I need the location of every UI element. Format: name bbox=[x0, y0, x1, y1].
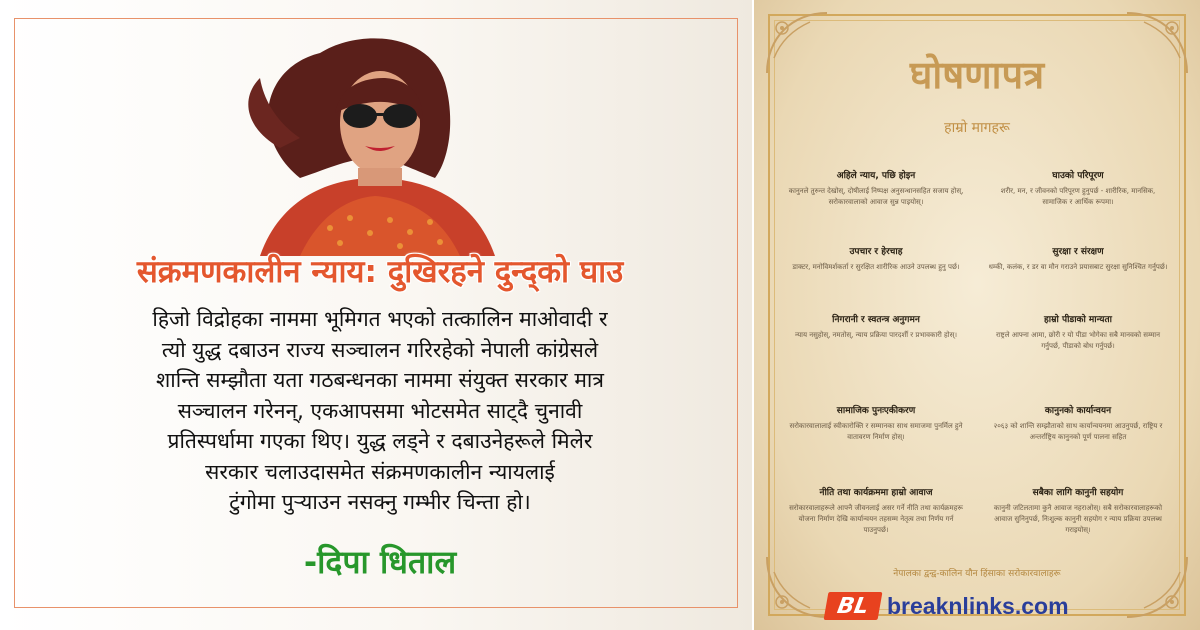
section-text: सरोकारवालाहरूले आफ्नै जीवनलाई असर गर्ने नीति तथा कार्यक्रमहरू योजना निर्माण देखि कार्यान्वयन तहसम्म नेतृत्व तथा निर्णय गर्न पाउनुपर्छ। bbox=[789, 504, 963, 534]
quote-line: टुंगोमा पुऱ्याउन नसक्नु गम्भीर चिन्ता हो। bbox=[229, 490, 531, 514]
brand-logo-icon: BL bbox=[824, 592, 883, 620]
manifesto-section bbox=[786, 168, 966, 208]
quote-text bbox=[60, 304, 700, 518]
quote-line: प्रतिस्पर्धामा गएका थिए। युद्ध लड्ने र दबाउनेहरूले मिलेर bbox=[167, 429, 593, 453]
quote-line: त्यो युद्ध दबाउन राज्य सञ्चालन गरिरहेको नेपाली कांग्रेसले bbox=[161, 337, 599, 362]
section-heading: सुरक्षा र संरक्षण bbox=[1052, 247, 1104, 257]
section-heading: हाम्रो पीडाको मान्यता bbox=[1044, 315, 1112, 325]
manifesto-section bbox=[988, 403, 1168, 443]
brand-link[interactable] bbox=[826, 590, 1069, 622]
section-text: न्याय नसुहोस्, नमतोस्, न्याय प्रक्रिया पारदर्शी र प्रभावकारी होस्। bbox=[795, 331, 957, 339]
manifesto-section bbox=[988, 244, 1168, 273]
quote-line: शान्ति सम्झौता यता गठबन्धनका नाममा संयुक्त सरकार मात्र bbox=[156, 368, 604, 392]
section-text: कानुनी जटिलतामा कुनै आवाज नहराओस्। सबै सरोकारवालाहरूको आवाज सुनिनुपर्छ, निःशुल्क कानुनी सहयोग र न्याय प्रक्रिया उपलब्ध गराइयोस्। bbox=[993, 504, 1163, 534]
section-text: कानुनले तुरुन्त देखोस्, दोषीलाई निष्पक्ष अनुसन्धानसहित सजाय होस्, सरोकारवालाको आवाज सुन्न पाइयोस्। bbox=[788, 187, 964, 206]
corner-ornament-icon bbox=[762, 552, 832, 622]
section-heading: सामाजिक पुनःएकीकरण bbox=[836, 406, 916, 416]
document-footer: नेपालका द्वन्द्व-कालिन यौन हिंसाका सरोकारवालाहरू bbox=[893, 569, 1061, 579]
author-name: -दिपा धिताल bbox=[303, 543, 457, 581]
manifesto-section bbox=[786, 403, 966, 443]
brand-name: breaknlinks.com bbox=[887, 592, 1069, 619]
manifesto-document bbox=[754, 0, 1200, 630]
section-heading: कानुनको कार्यान्वयन bbox=[1044, 406, 1112, 416]
manifesto-section bbox=[988, 312, 1168, 352]
section-heading: निगरानी र स्वतन्त्र अनुगमन bbox=[832, 315, 920, 325]
portrait-photo bbox=[240, 28, 510, 256]
document-subtitle: हाम्रो मागहरू bbox=[944, 120, 1010, 136]
manifesto-section bbox=[988, 485, 1168, 536]
headline: संक्रमणकालीन न्याय: दुखिरहने दुन्द्को घाउ bbox=[136, 254, 624, 290]
section-heading: अहिले न्याय, पछि होइन bbox=[836, 171, 916, 181]
manifesto-section bbox=[786, 312, 966, 341]
section-text: राष्ट्रले आफ्ना आमा, छोरी र यो पीडा भोगेका सबै मानवको सम्मान गर्नुपर्छ, पीडाको बोध गर्नुपर्छ। bbox=[995, 331, 1161, 350]
corner-ornament-icon bbox=[1122, 552, 1192, 622]
document-title: घोषणापत्र bbox=[909, 52, 1045, 97]
section-text: २०६३ को शान्ति सम्झौताको साथ कार्यान्वयनमा आउनुपर्छ, राष्ट्रिय र अन्तर्राष्ट्रिय कानुनको पूर्ण पालना सहित bbox=[993, 422, 1163, 441]
section-heading: उपचार र हेरचाह bbox=[849, 247, 903, 257]
quote-line: सञ्चालन गरेनन्, एकआपसमा भोटसमेत साट्दै चुनावी bbox=[177, 398, 583, 423]
section-heading: नीति तथा कार्यक्रममा हाम्रो आवाज bbox=[819, 488, 933, 498]
section-heading: घाउको परिपूरण bbox=[1052, 171, 1104, 181]
section-text: डाक्टर, मनोविमर्शकर्ता र सुरक्षित शारीरिक आउने उपलब्ध हुनु पर्छ। bbox=[792, 263, 960, 271]
manifesto-section bbox=[786, 485, 966, 536]
manifesto-section bbox=[786, 244, 966, 273]
section-heading: सबैका लागि कानुनी सहयोग bbox=[1032, 488, 1124, 498]
quote-line: हिजो विद्रोहका नाममा भूमिगत भएको तत्कालिन माओवादी र bbox=[152, 307, 608, 331]
section-text: सरोकारवालालाई स्वीकारोक्ति र सम्मानका साथ समाजमा पुनर्मिल हुने वातावरण निर्माण होस्। bbox=[789, 422, 963, 441]
quote-line: सरकार चलाउदासमेत संक्रमणकालीन न्यायलाई bbox=[205, 459, 555, 484]
section-text: धम्की, कलंक, र डर वा मौन गराउने प्रयासबाट सुरक्षा सुनिश्चित गर्नुपर्छ। bbox=[988, 263, 1168, 271]
manifesto-section bbox=[988, 168, 1168, 208]
section-text: शरीर, मन, र जीवनको परिपूरण हुनुपर्छ - शारीरिक, मानसिक, सामाजिक र आर्थिक रूपमा। bbox=[1000, 187, 1156, 206]
